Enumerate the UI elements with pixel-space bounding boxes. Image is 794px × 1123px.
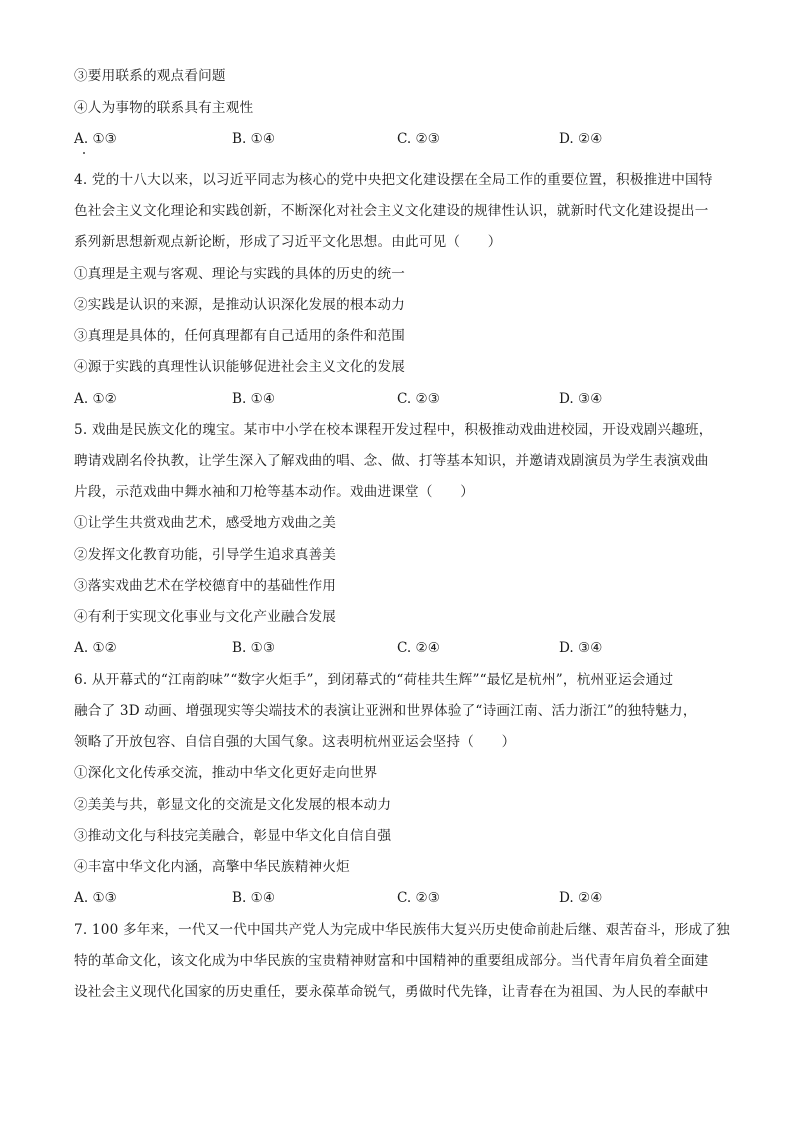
q7-stem-line-3: 设社会主义现代化国家的历史重任，要永葆革命锐气，勇做时代先锋，让青春在为祖国、为人民的奉献中 (74, 984, 709, 1000)
q7-stem-line-1: 7. 100 多年来，一代又一代中国共产党人为完成中华民族伟大复兴历史使命前赴后继、艰苦奋斗，形成了独 (74, 922, 730, 938)
prev-option-d[interactable]: D. ②④ (559, 131, 603, 147)
q5-option-d[interactable]: D. ③④ (559, 640, 603, 656)
q4-statement-2: ②实践是认识的来源，是推动认识深化发展的根本动力 (74, 297, 406, 313)
q6-stem-line-2: 融合了 3D 动画、增强现实等尖端技术的表演让亚洲和世界体验了“诗画江南、活力浙江”的独特魅力， (74, 703, 697, 719)
q4-stem-line-1: 4. 党的十八大以来，以习近平同志为核心的党中央把文化建设摆在全局工作的重要位置，积极推进中国特 (74, 172, 713, 188)
prev-statement-4: ④人为事物的联系具有主观性 (74, 100, 254, 116)
q6-stem-line-3: 领略了开放包容、自信自强的大国气象。这表明杭州亚运会坚持（ ） (74, 734, 516, 750)
q5-statement-1: ①让学生共赏戏曲艺术，感受地方戏曲之美 (74, 515, 337, 531)
q6-option-a[interactable]: A. ①③ (74, 890, 117, 906)
q4-option-c[interactable]: C. ②③ (397, 391, 440, 407)
prev-option-a[interactable]: A. ①③ (74, 131, 117, 147)
q6-option-b[interactable]: B. ①④ (232, 890, 276, 906)
q4-statement-3: ③真理是具体的，任何真理都有自己适用的条件和范围 (74, 328, 406, 344)
prev-statement-3: ③要用联系的观点看问题 (74, 68, 226, 84)
q4-option-b[interactable]: B. ①④ (232, 391, 276, 407)
q4-statement-1: ①真理是主观与客观、理论与实践的具体的历史的统一 (74, 266, 406, 282)
q7-stem-line-2: 特的革命文化，该文化成为中华民族的宝贵精神财富和中国精神的重要组成部分。当代青年肩负着全面建 (74, 953, 709, 969)
prev-option-b[interactable]: B. ①④ (232, 131, 276, 147)
stray-dot-mark (83, 152, 85, 154)
q4-options (74, 389, 724, 409)
q6-statement-4: ④丰富中华文化内涵，高擎中华民族精神火炬 (74, 859, 350, 875)
q6-option-c[interactable]: C. ②③ (397, 890, 440, 906)
q6-statement-3: ③推动文化与科技完美融合，彰显中华文化自信自强 (74, 828, 392, 844)
q6-option-d[interactable]: D. ②④ (559, 890, 603, 906)
q4-option-d[interactable]: D. ③④ (559, 391, 603, 407)
q5-stem-line-2: 聘请戏剧名伶执教，让学生深入了解戏曲的唱、念、做、打等基本知识，并邀请戏剧演员为学生表演戏曲 (74, 453, 709, 469)
prev-option-c[interactable]: C. ②③ (397, 131, 440, 147)
q6-options (74, 888, 724, 908)
prev-options (74, 129, 724, 149)
q4-statement-4: ④源于实践的真理性认识能够促进社会主义文化的发展 (74, 359, 406, 375)
q5-option-c[interactable]: C. ②④ (397, 640, 440, 656)
q5-options (74, 638, 724, 658)
q5-stem-line-1: 5. 戏曲是民族文化的瑰宝。某市中小学在校本课程开发过程中，积极推动戏曲进校园，开设戏剧兴趣班， (74, 422, 713, 438)
q6-statement-2: ②美美与共，彰显文化的交流是文化发展的根本动力 (74, 797, 392, 813)
q5-statement-4: ④有利于实现文化事业与文化产业融合发展 (74, 609, 337, 625)
q5-option-a[interactable]: A. ①② (74, 640, 117, 656)
q4-stem-line-2: 色社会主义文化理论和实践创新，不断深化对社会主义文化建设的规律性认识，就新时代文化建设提出一 (74, 203, 709, 219)
q6-stem-line-1: 6. 从开幕式的“江南韵味”“数字火炬手”，到闭幕式的“荷桂共生辉”“最忆是杭州”，杭州亚运会通过 (74, 672, 674, 688)
q4-stem-line-3: 系列新思想新观点新论断，形成了习近平文化思想。由此可见（ ） (74, 234, 502, 250)
q6-statement-1: ①深化文化传承交流，推动中华文化更好走向世界 (74, 765, 378, 781)
q5-statement-2: ②发挥文化教育功能，引导学生追求真善美 (74, 547, 337, 563)
q4-option-a[interactable]: A. ①② (74, 391, 117, 407)
q5-option-b[interactable]: B. ①③ (232, 640, 276, 656)
q5-stem-line-3: 片段，示范戏曲中舞水袖和刀枪等基本动作。戏曲进课堂（ ） (74, 484, 475, 500)
q5-statement-3: ③落实戏曲艺术在学校德育中的基础性作用 (74, 578, 337, 594)
